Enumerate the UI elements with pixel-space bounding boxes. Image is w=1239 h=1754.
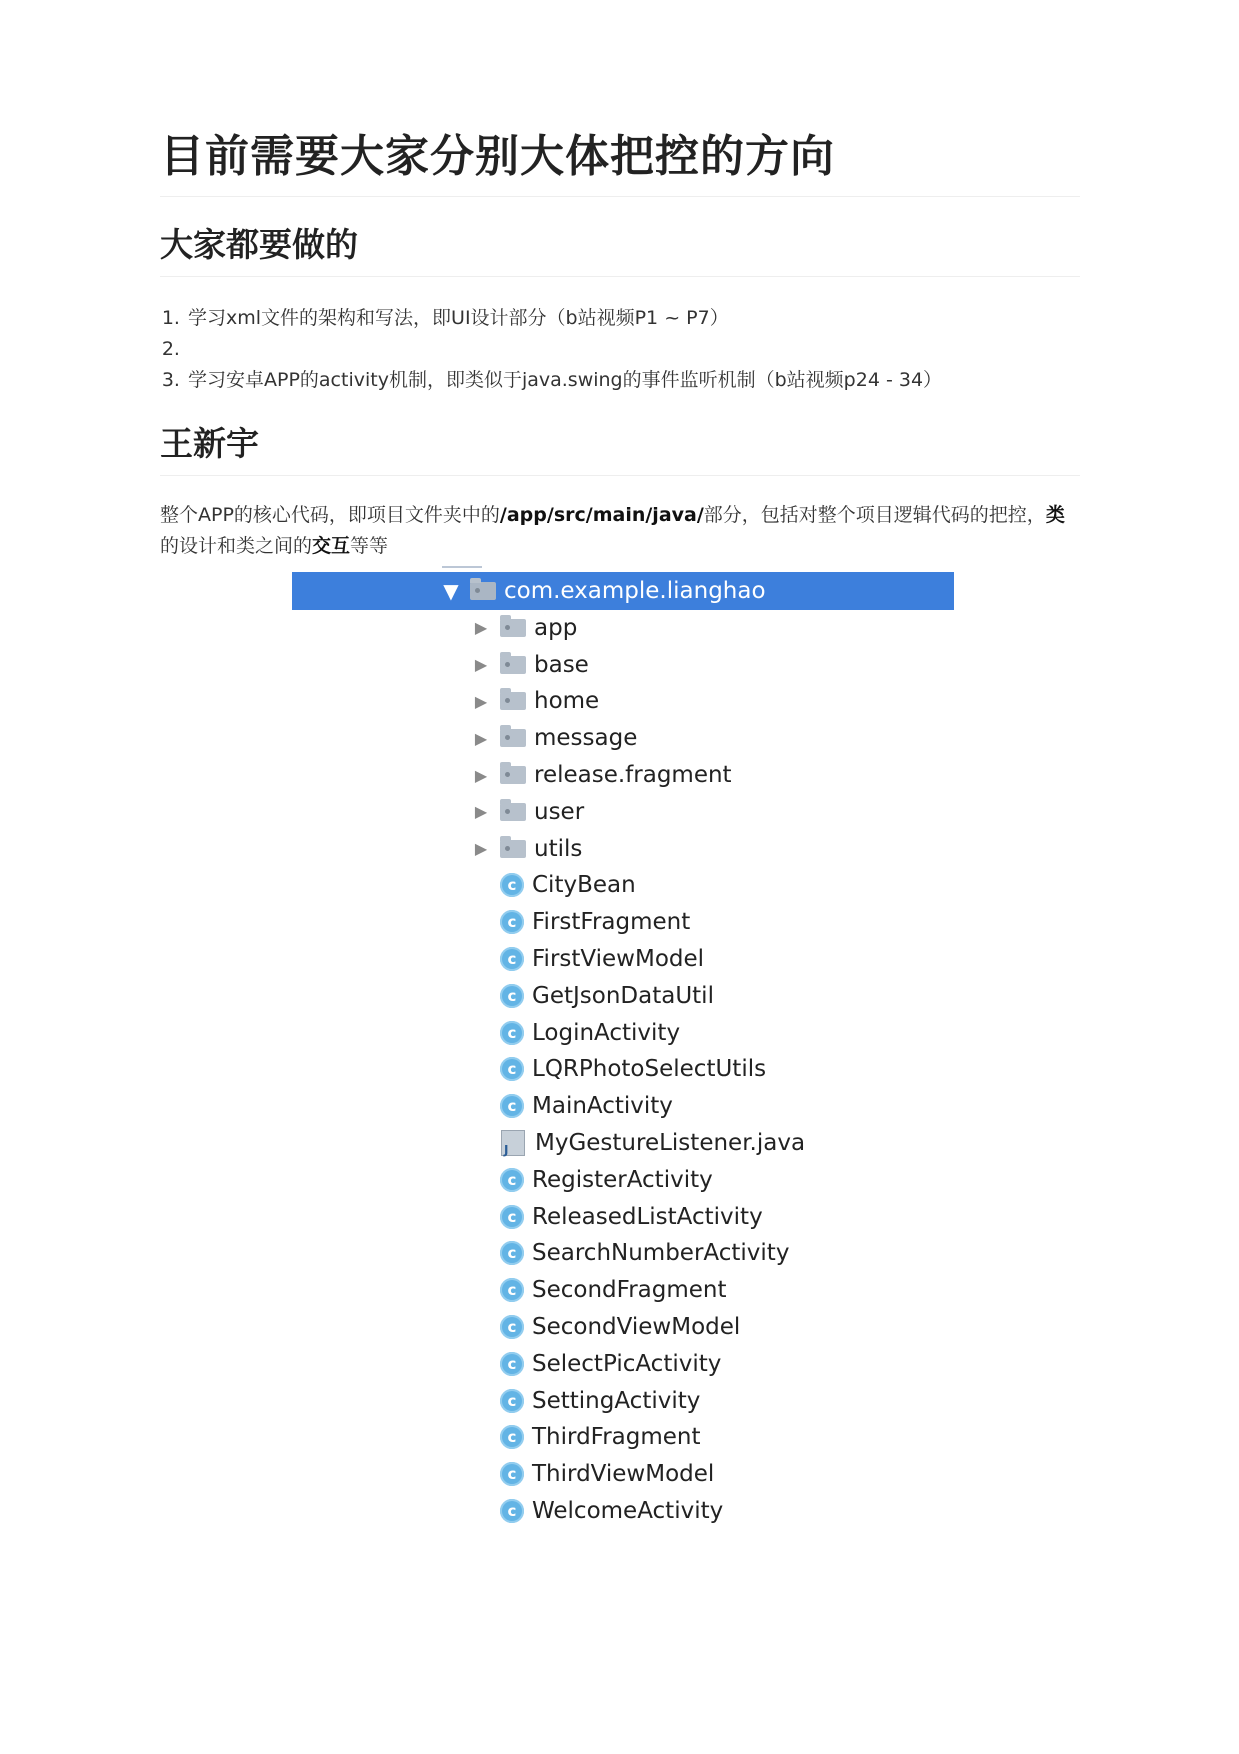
person-description — [160, 500, 1080, 562]
tree-item-label: RegisterActivity — [532, 1166, 713, 1193]
tree-item-label: utils — [534, 835, 583, 862]
tree-item-label: home — [534, 688, 600, 715]
folder-icon — [500, 766, 526, 784]
tree-item-label: SecondFragment — [532, 1277, 727, 1304]
folder-icon — [500, 803, 526, 821]
folder-icon — [500, 840, 526, 858]
section-title-person: 王新宇 — [160, 418, 1080, 476]
folder-icon — [500, 619, 526, 637]
java-class-icon: c — [500, 1094, 524, 1118]
tree-file-row[interactable] — [292, 1050, 954, 1088]
tree-item-label: base — [534, 651, 589, 678]
common-task-list — [160, 303, 1080, 396]
tree-file-row[interactable] — [292, 1161, 954, 1199]
list-item: 3. 学习安卓APP的activity机制，即类似于java.swing的事件监听机制（b站视频p24 - 34） — [186, 365, 1080, 396]
tree-item-label: FirstViewModel — [532, 946, 705, 972]
tree-item-label: GetJsonDataUtil — [532, 982, 714, 1009]
expand-arrow-icon[interactable]: ▶ — [474, 802, 488, 822]
java-class-icon: c — [500, 984, 524, 1008]
tree-folder-row[interactable] — [292, 646, 954, 684]
tree-item-label: SecondViewModel — [532, 1314, 741, 1340]
project-tree-screenshot — [292, 560, 954, 1660]
desc-text: 部分，包括对整个项目逻辑代码的把控， — [703, 504, 1046, 526]
expand-arrow-icon[interactable]: ▶ — [474, 839, 488, 859]
java-class-icon: c — [500, 947, 524, 971]
section-title-common: 大家都要做的 — [160, 219, 1080, 277]
tree-file-row[interactable] — [292, 1492, 954, 1530]
tree-item-label: LQRPhotoSelectUtils — [532, 1056, 767, 1083]
tree-file-row[interactable] — [292, 1382, 954, 1420]
tree-item-label: release.fragment — [534, 762, 732, 788]
java-class-icon: c — [500, 1021, 524, 1045]
folder-icon — [500, 656, 526, 674]
java-class-icon: c — [500, 910, 524, 934]
java-class-icon: c — [500, 1352, 524, 1376]
tree-file-row[interactable] — [292, 1124, 954, 1162]
tree-file-row[interactable] — [292, 1345, 954, 1383]
desc-bold-class: 类 — [1045, 504, 1065, 526]
tree-folder-row[interactable] — [292, 793, 954, 831]
tree-item-label: ThirdFragment — [532, 1424, 701, 1451]
tree-item-label: message — [534, 725, 638, 752]
desc-bold-interaction: 交互 — [312, 535, 351, 557]
tree-item-label: user — [534, 798, 585, 825]
tree-file-row[interactable] — [292, 1234, 954, 1272]
tree-file-row[interactable] — [292, 1198, 954, 1236]
java-class-icon: c — [500, 873, 524, 897]
tree-item-label: SearchNumberActivity — [532, 1240, 790, 1267]
java-class-icon: c — [500, 1499, 524, 1523]
desc-path: /app/src/main/java/ — [499, 504, 704, 526]
expand-arrow-icon[interactable]: ▼ — [443, 579, 459, 603]
tree-item-label: ReleasedListActivity — [532, 1203, 763, 1230]
java-class-icon: c — [500, 1241, 524, 1265]
tree-item-label: SettingActivity — [532, 1387, 701, 1414]
folder-icon — [500, 729, 526, 747]
tree-folder-row[interactable] — [292, 682, 954, 720]
folder-icon — [500, 692, 526, 710]
tree-item-label: CityBean — [532, 872, 636, 899]
java-file-icon — [501, 1130, 525, 1156]
desc-text: 整个APP的核心代码，即项目文件夹中的 — [160, 504, 500, 526]
java-class-icon: c — [500, 1315, 524, 1339]
expand-arrow-icon[interactable]: ▶ — [474, 618, 488, 638]
java-class-icon: c — [500, 1057, 524, 1081]
tree-file-row[interactable] — [292, 1014, 954, 1052]
tree-file-row[interactable] — [292, 1455, 954, 1493]
tree-folder-row[interactable] — [292, 756, 954, 794]
java-class-icon: c — [500, 1205, 524, 1229]
tree-file-row[interactable] — [292, 1087, 954, 1125]
tree-folder-row[interactable] — [292, 830, 954, 868]
tree-item-label: app — [534, 614, 578, 641]
tree-file-row[interactable] — [292, 977, 954, 1015]
tree-item-label: MainActivity — [532, 1093, 673, 1120]
tree-item-label: WelcomeActivity — [532, 1498, 724, 1524]
tree-file-row[interactable] — [292, 940, 954, 978]
tree-folder-row[interactable] — [292, 609, 954, 647]
tree-item-label: FirstFragment — [532, 909, 691, 936]
java-class-icon: c — [500, 1168, 524, 1192]
java-class-icon: c — [500, 1389, 524, 1413]
package-folder-icon — [470, 582, 496, 600]
list-item: 1. 学习xml文件的架构和写法，即UI设计部分（b站视频P1 ~ P7） — [186, 303, 1080, 334]
tree-folder-row[interactable] — [292, 719, 954, 757]
document-page — [160, 120, 1080, 562]
tree-file-row[interactable] — [292, 1271, 954, 1309]
tree-item-label: ThirdViewModel — [532, 1461, 715, 1488]
tree-root-label: com.example.lianghao — [504, 578, 766, 604]
tree-item-label: LoginActivity — [532, 1019, 681, 1046]
tree-file-row[interactable] — [292, 903, 954, 941]
java-class-icon: c — [500, 1425, 524, 1449]
expand-arrow-icon[interactable]: ▶ — [474, 728, 488, 748]
java-class-icon: c — [500, 1462, 524, 1486]
tree-file-row[interactable] — [292, 1308, 954, 1346]
tree-cut-off-row — [442, 560, 482, 568]
expand-arrow-icon[interactable]: ▶ — [474, 655, 488, 675]
desc-text: 等等 — [350, 535, 389, 557]
expand-arrow-icon[interactable]: ▶ — [474, 691, 488, 711]
list-item — [186, 334, 1080, 365]
tree-root-row[interactable] — [292, 572, 954, 610]
page-title: 目前需要大家分别大体把控的方向 — [160, 120, 1080, 197]
java-class-icon: c — [500, 1278, 524, 1302]
tree-item-label: MyGestureListener.java — [535, 1130, 806, 1156]
expand-arrow-icon[interactable]: ▶ — [474, 765, 488, 785]
tree-item-label: SelectPicActivity — [532, 1350, 722, 1377]
tree-file-row[interactable] — [292, 866, 954, 904]
tree-file-row[interactable] — [292, 1418, 954, 1456]
desc-text: 的设计和类之间的 — [160, 535, 313, 557]
